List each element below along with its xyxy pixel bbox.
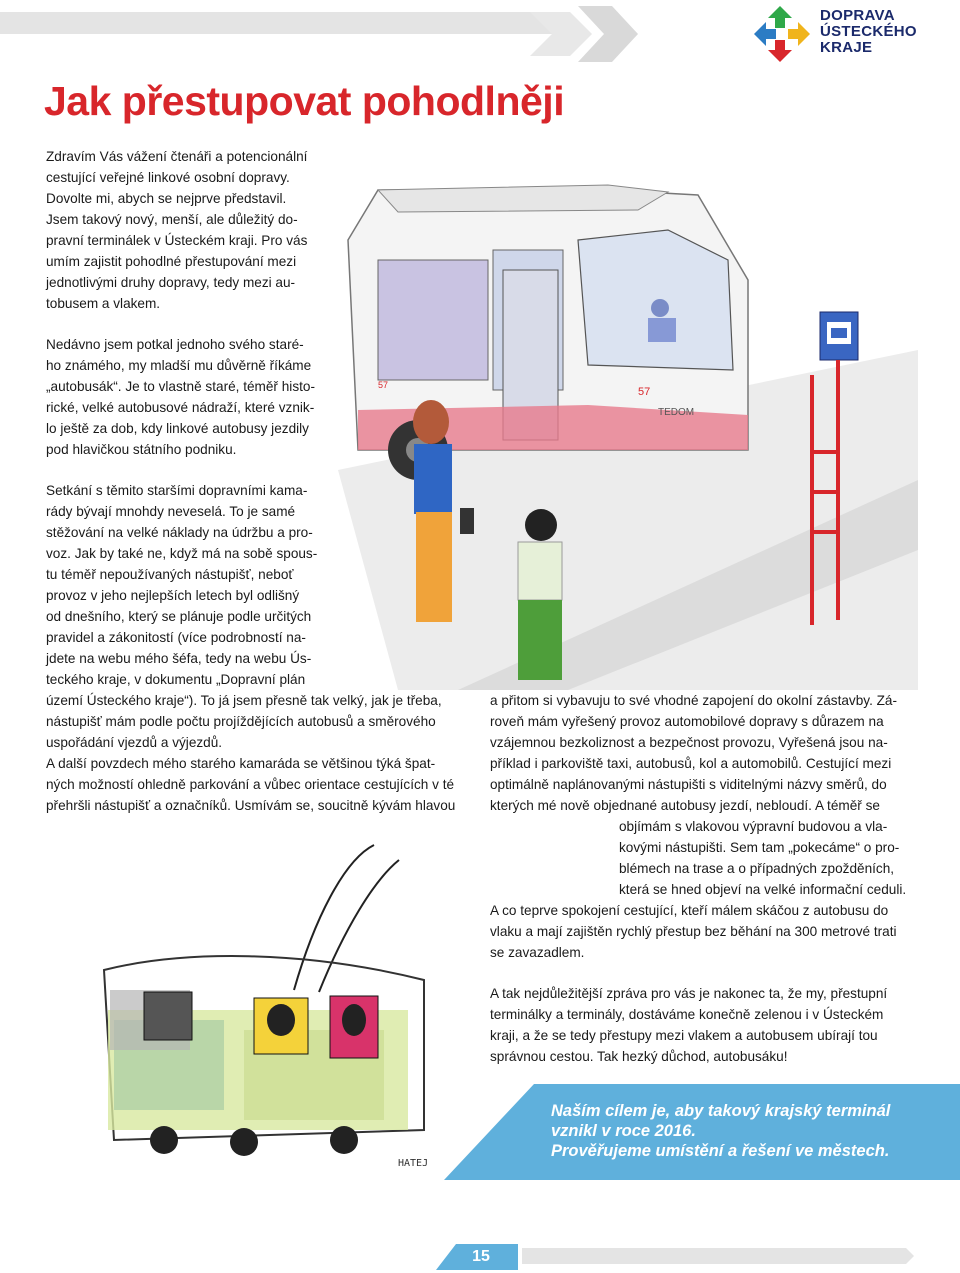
left-column [46,146,324,690]
text-line: pod hlavičkou státního podniku. [46,442,237,457]
paragraph [619,816,919,900]
text-line: A tak nejdůležitější zpráva pro vás je nakonec ta, že my, přestupní [490,986,888,1001]
logo-arrows-icon [752,4,812,64]
text-line: správnou cestou. Tak hezký důchod, autobusáku! [490,1049,788,1064]
text-line: terminálky a terminály, dostáváme konečně zelenou i v Ústeckém [490,1007,884,1022]
right-column-narrow [619,816,919,900]
text-line: cestující veřejné linkové osobní dopravy. [46,170,290,185]
page-number: 15 [472,1248,490,1265]
callout-line: Naším cílem je, aby takový krajský terminál [551,1102,891,1120]
logo-text [820,8,917,56]
text-line: Jsem takový nový, menší, ale důležitý do- [46,212,298,227]
text-line: provoz v jeho nejlepších letech byl odlišný [46,588,300,603]
signature: HATEJ [398,1158,429,1169]
text-line: ných možností ohledně parkování a vůbec orientace cestujících v té [46,777,455,792]
text-line: která se hned objeví na velké informační ceduli. [619,882,907,897]
text-line: příklad i parkoviště taxi, autobusů, kol a automobilů. Cestující mezi [490,756,892,771]
logo-line: ÚSTECKÉHO [820,23,917,40]
text-line: uspořádání vjezdů a výjezdů. [46,735,223,750]
bus-front-number: 57 [638,386,651,398]
text-line: blémech na trase a o případných zpožděních, [619,861,895,876]
text-line: jednotlivými druhy dopravy, tedy mezi au- [46,275,296,290]
bus-brand-label: TEDOM [658,407,695,418]
text-line: objímám s vlakovou výpravní budovou a vla- [619,819,888,834]
text-line: Nedávno jsem potkal jednoho svého staré- [46,337,304,352]
paragraph [46,753,476,816]
text-line: jdete na webu mého šéfa, tedy na webu Ús- [46,651,312,666]
text-line: umím zajistit pohodlné přestupování mezi [46,254,297,269]
text-line: rády bývají mnohdy neveselá. To je samé [46,504,296,519]
right-column-wide [490,690,920,816]
text-line: od dnešního, který se plánuje podle určitých [46,609,312,624]
text-line: nástupišť mám podle počtu projíždějících autobusů a směrového [46,714,436,729]
text-line: kovými nástupišti. Sem tam „pokecáme“ o pro- [619,840,900,855]
text-line: se zavazadlem. [490,945,585,960]
text-line: optimálně naplánovanými nástupišti s viditelnými názvy směrů, do [490,777,887,792]
text-line: roveň mám vyřešený provoz automobilové dopravy s důrazem na [490,714,884,729]
header-chevron-icon [530,4,640,64]
left-column-wide [46,690,476,816]
page-title: Jak přestupovat pohodlněji [44,78,565,124]
text-line: ho známého, my mladší mu důvěrně říkáme [46,358,312,373]
text-line: území Ústeckého kraje“). To já jsem přesně tak velký, jak je třeba, [46,693,442,708]
text-line: Setkání s těmito staršími dopravními kama- [46,483,308,498]
text-line: tobusem a vlakem. [46,296,161,311]
text-line: kterých mé nově objednané autobusy jezdí, nebloudí. A téměř se [490,798,880,813]
callout-line: vznikl v roce 2016. [551,1122,696,1140]
text-line: tu téměř nepoužívaných nástupišť, neboť [46,567,294,582]
paragraph [46,146,324,314]
text-line: Dovolte mi, abych se nejprve představil. [46,191,287,206]
text-line: stěžování na velké náklady na údržbu a pro- [46,525,313,540]
text-line: rické, velké autobusové nádraží, které vznik- [46,400,315,415]
bus-side-number: 57 [378,380,389,390]
footer-bar [436,1242,916,1272]
text-line: A co teprve spokojení cestující, kteří málem skáčou z autobusu do [490,903,889,918]
text-line: voz. Jak by také ne, když má na sobě spous- [46,546,318,561]
text-line: pravidel a zákonitostí (více podrobností na- [46,630,306,645]
bus-stop-illustration [338,150,918,690]
text-line: vlaku a mají zajištěn rychlý přestup bez běhání na 300 metrové trati [490,924,897,939]
text-line: vzájemnou bezkoliznost a bezpečnost provozu, Vyřešená jsou na- [490,735,888,750]
callout-text [551,1101,951,1161]
paragraph [46,690,476,753]
text-line: a přitom si vybavuju to své vhodné zapojení do okolní zástavby. Zá- [490,693,898,708]
text-line: „autobusák“. Je to vlastně staré, téměř histo- [46,379,315,394]
paragraph [46,480,324,690]
paragraph [46,334,324,460]
text-line: A další povzdech mého starého kamaráda se většinou týká špat- [46,756,436,771]
text-line: lo ještě za dob, kdy linkové autobusy jezdily [46,421,309,436]
text-line: pravní terminálek v Ústeckém kraji. Pro vás [46,233,308,248]
text-line: teckého kraje, v dokumentu „Dopravní plán [46,672,306,687]
text-line: Zdravím Vás vážení čtenáři a potencionální [46,149,308,164]
callout-line: Prověřujeme umístění a řešení ve městech. [551,1142,890,1160]
logo-line: DOPRAVA [820,7,895,24]
text-line: přehršli nástupišť a označníků. Usmívám se, soucitně kývám hlavou [46,798,456,813]
logo-line: KRAJE [820,39,873,56]
paragraph [490,690,920,816]
header-bar [0,12,560,34]
text-line: kraji, a že se tedy přestupy mezi vlakem a autobusem ubírají tou [490,1028,878,1043]
